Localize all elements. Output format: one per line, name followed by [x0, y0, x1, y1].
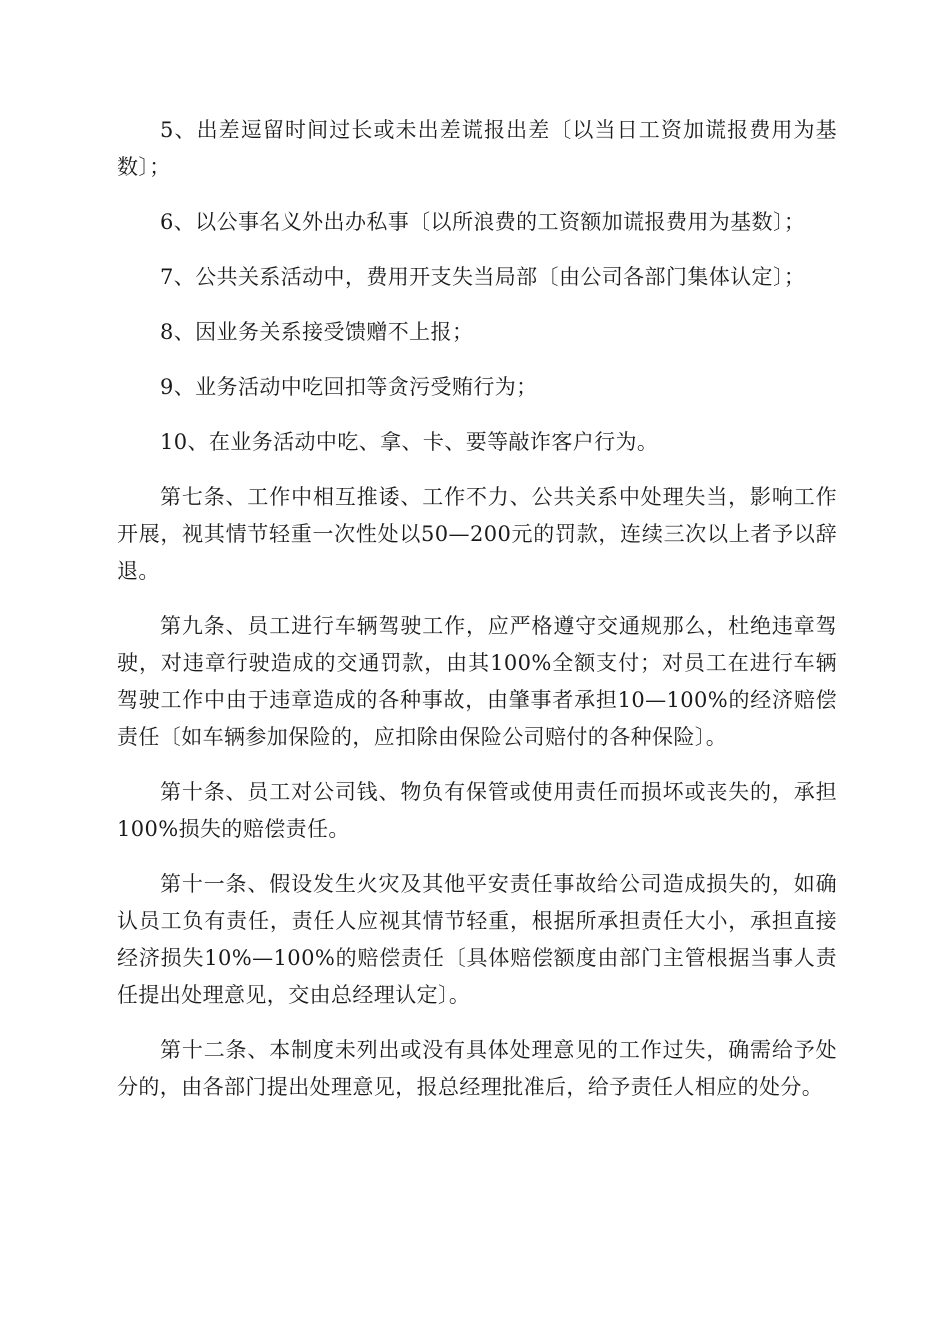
- article-9: 第九条、员工进行车辆驾驶工作，应严格遵守交通规那么，杜绝违章驾驶，对违章行驶造成的交通罚款，由其100%全额支付；对员工在进行车辆驾驶工作中由于违章造成的各种事故，由肇事者承担10—100%的经济赔偿责任〔如车辆参加保险的，应扣除由保险公司赔付的各种保险〕。: [117, 614, 837, 749]
- list-item-6: 6、以公事名义外出办私事〔以所浪费的工资额加谎报费用为基数〕；: [160, 210, 806, 234]
- article-12: 第十二条、本制度未列出或没有具体处理意见的工作过失，确需给予处分的，由各部门提出处理意见，报总经理批准后，给予责任人相应的处分。: [117, 1038, 837, 1099]
- list-item-7: 7、公共关系活动中，费用开支失当局部〔由公司各部门集体认定〕；: [160, 265, 806, 289]
- article-10: 第十条、员工对公司钱、物负有保管或使用责任而损坏或丧失的，承担100%损失的赔偿责任。: [117, 780, 837, 841]
- list-item-8: 8、因业务关系接受馈赠不上报；: [160, 320, 474, 344]
- article-7: 第七条、工作中相互推诿、工作不力、公共关系中处理失当，影响工作开展，视其情节轻重一次性处以50—200元的罚款，连续三次以上者予以辞退。: [117, 485, 837, 583]
- list-item-5: 5、出差逗留时间过长或未出差谎报出差〔以当日工资加谎报费用为基数〕；: [117, 118, 837, 179]
- article-11: 第十一条、假设发生火灾及其他平安责任事故给公司造成损失的，如确认员工负有责任，责任人应视其情节轻重，根据所承担责任大小，承担直接经济损失10%—100%的赔偿责任〔具体赔偿额度由部门主管根据当事人责任提出处理意见，交由总经理认定〕。: [117, 872, 837, 1007]
- document-page: [117, 112, 837, 1124]
- list-item-10: 10、在业务活动中吃、拿、卡、要等敲诈客户行为。: [160, 430, 659, 454]
- list-item-9: 9、业务活动中吃回扣等贪污受贿行为；: [160, 375, 538, 399]
